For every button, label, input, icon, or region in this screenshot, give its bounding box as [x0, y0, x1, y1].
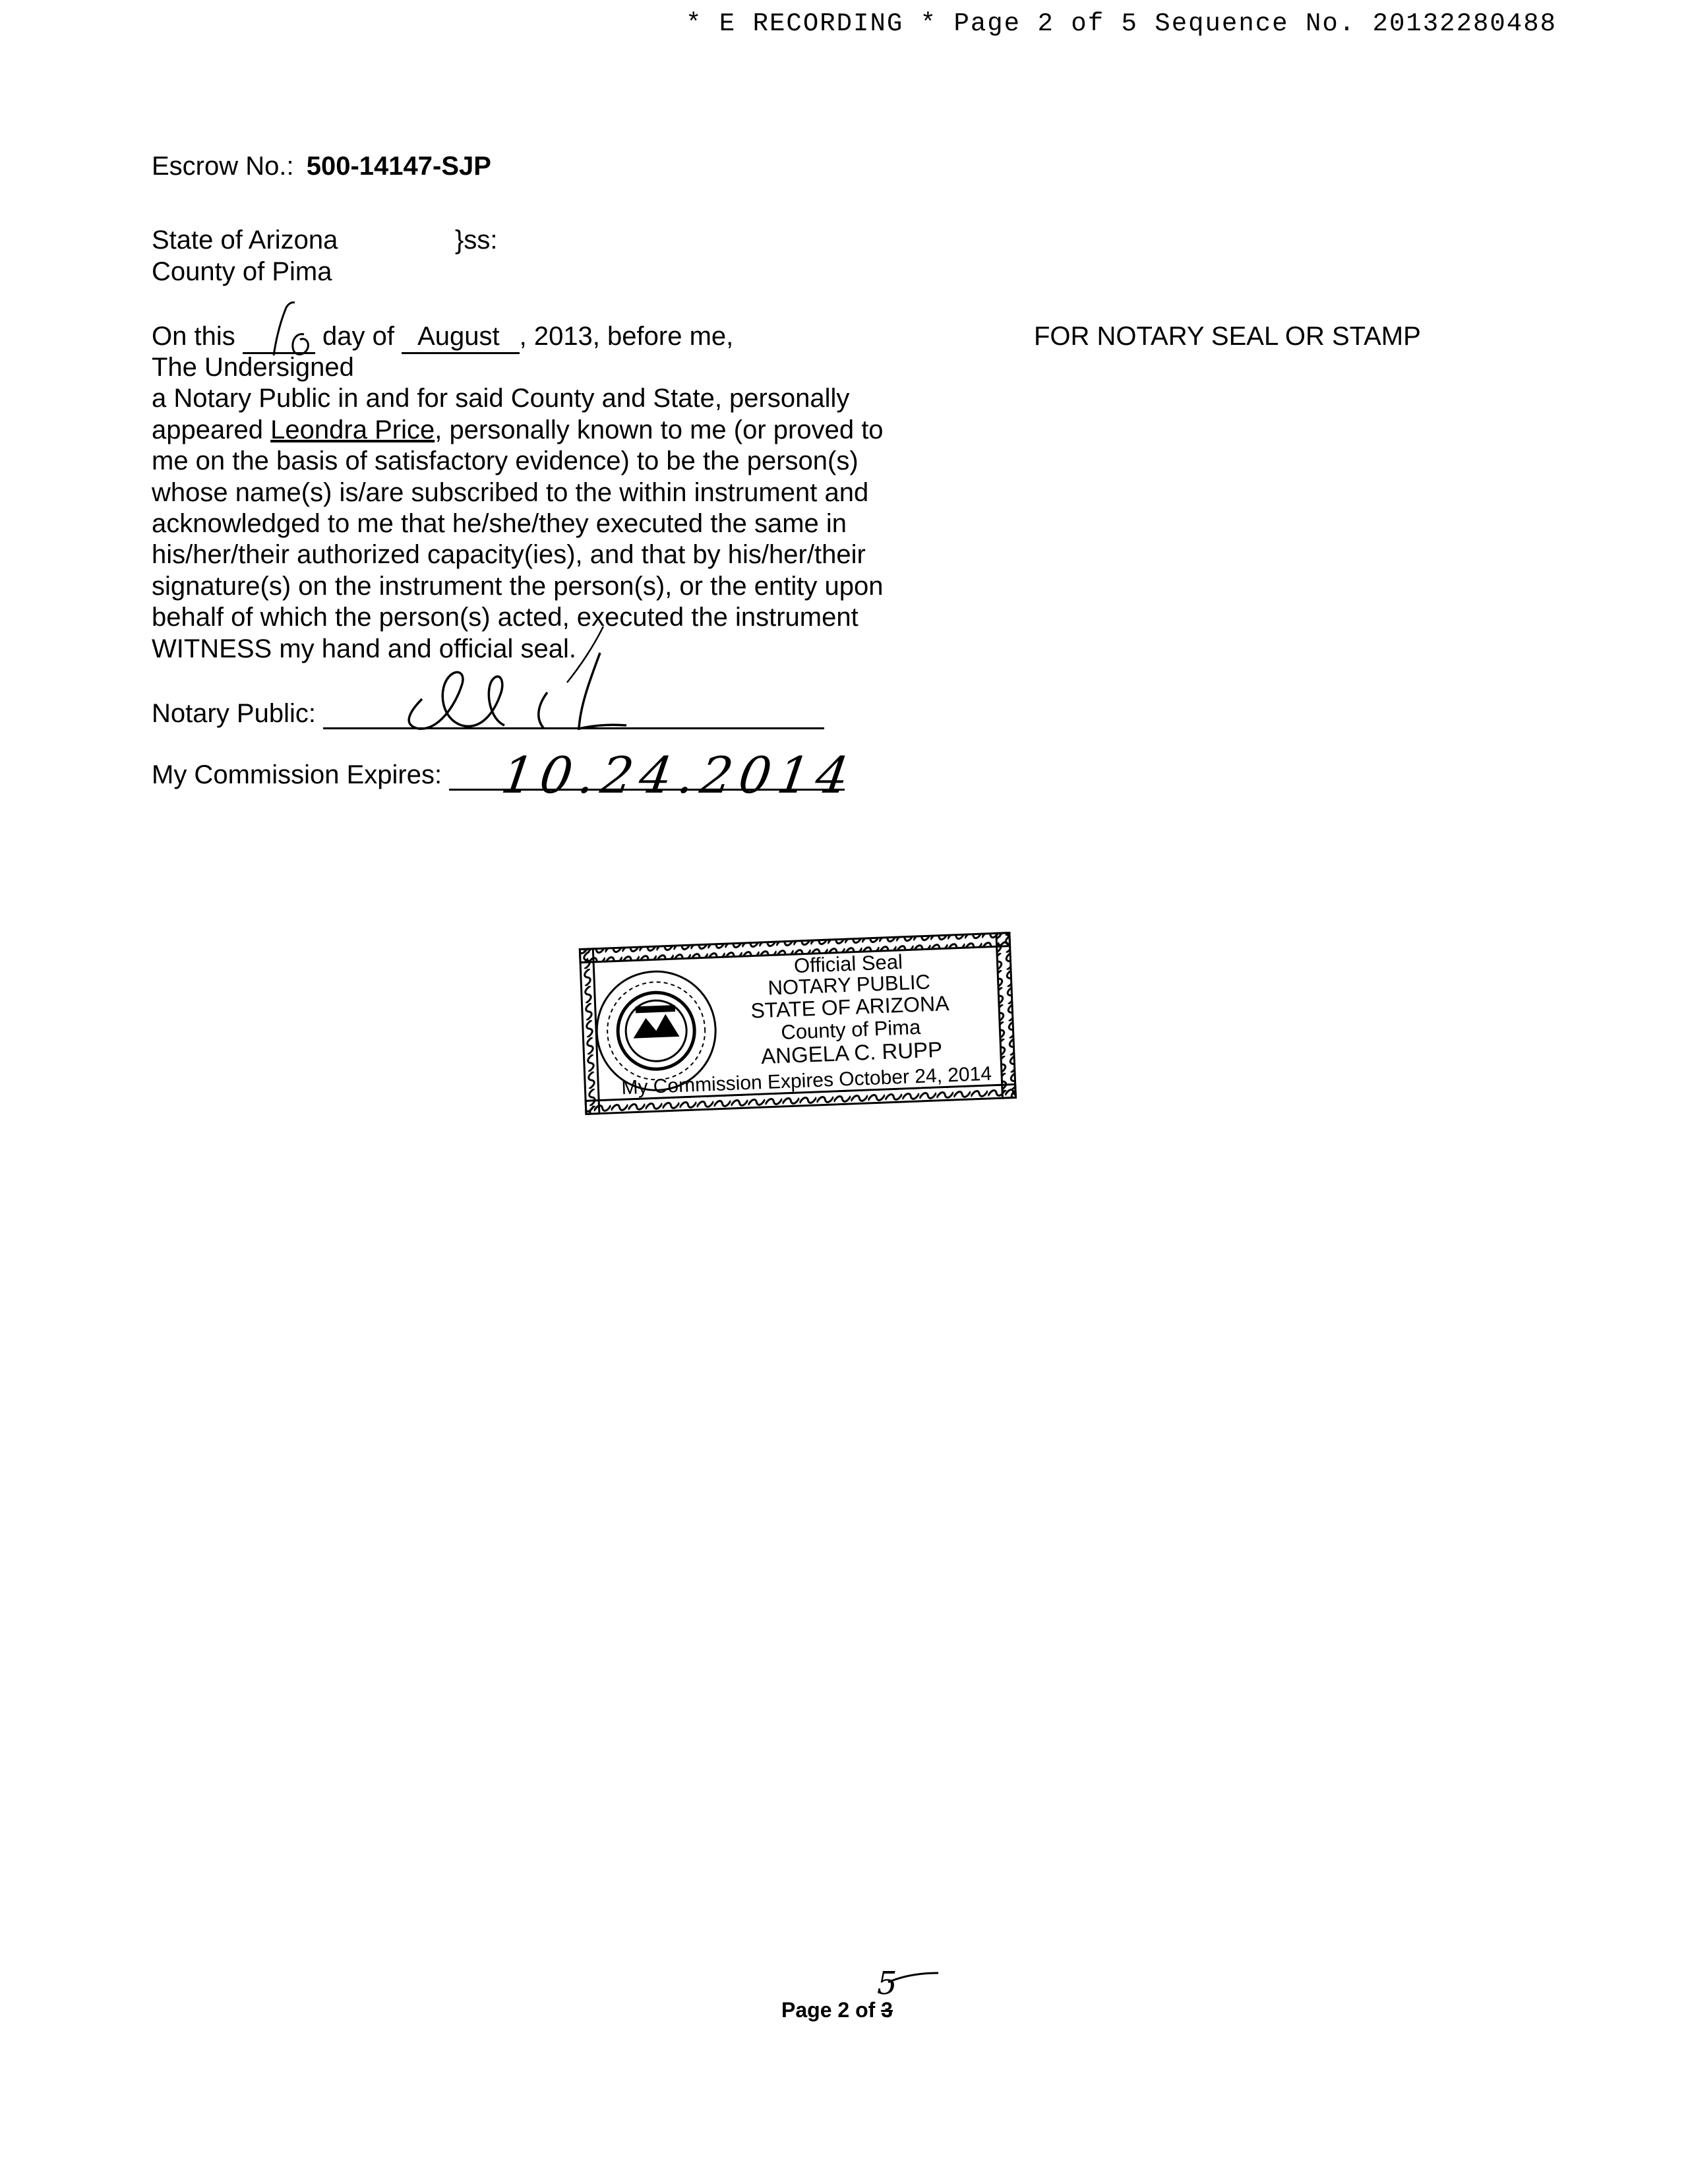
- ack-line-8: his/her/their authorized capacity(ies), and that by his/her/their: [152, 540, 866, 570]
- notary-public-label: Notary Public:: [152, 699, 316, 728]
- commission-label: My Commission Expires:: [152, 760, 442, 789]
- notary-stamp-label: FOR NOTARY SEAL OR STAMP: [1034, 322, 1421, 351]
- ack-month: August: [417, 322, 500, 351]
- seal-line-4: County of Pima: [780, 1015, 921, 1044]
- ack-line-11: WITNESS my hand and official seal.: [152, 634, 576, 663]
- ack-on-this: On this: [152, 322, 235, 351]
- ack-line-7: acknowledged to me that he/she/they executed the same in: [152, 509, 847, 539]
- commission-line: [152, 746, 859, 804]
- ack-day-of: day of: [322, 322, 394, 351]
- escrow-line: [152, 150, 491, 182]
- ack-line-9: signature(s) on the instrument the person(s), or the entity upon: [152, 571, 884, 601]
- ack-appeared: appeared: [152, 415, 264, 444]
- ack-line-3: a Notary Public in and for said County and State, personally: [152, 384, 850, 413]
- official-seal-stamp: [574, 926, 1022, 1124]
- venue-ss: }ss:: [455, 226, 498, 255]
- page-footer: [781, 1998, 893, 2022]
- seal-line-3: STATE OF ARIZONA: [750, 991, 950, 1023]
- footer-struck-number: 3: [881, 1998, 893, 2022]
- seal-line-6: My Commission Expires October 24, 2014: [620, 1062, 992, 1099]
- commission-date-handwritten: 10.24.2014: [498, 746, 859, 804]
- escrow-label: Escrow No.:: [152, 152, 294, 181]
- ack-undersigned: The Undersigned: [152, 353, 354, 382]
- ack-person-name: Leondra Price: [270, 415, 435, 444]
- seal-line-5: ANGELA C. RUPP: [760, 1037, 943, 1069]
- ack-line-5: me on the basis of satisfactory evidence) to be the person(s): [152, 446, 859, 476]
- acknowledgment-paragraph: [152, 352, 930, 665]
- seal-line-1: Official Seal: [793, 950, 903, 978]
- commission-blank: [449, 746, 859, 804]
- venue-county: County of Pima: [152, 257, 332, 286]
- ack-line-1: [152, 320, 733, 354]
- recording-header: * E RECORDING * Page 2 of 5 Sequence No. 20132280488: [686, 9, 1557, 38]
- footer-page-text: Page 2 of: [781, 1998, 876, 2022]
- notary-signature: [382, 620, 686, 739]
- seal-line-2: NOTARY PUBLIC: [767, 970, 931, 1000]
- venue-state: State of Arizona: [152, 226, 338, 255]
- escrow-number: 500-14147-SJP: [306, 152, 491, 181]
- ack-year: , 2013, before me,: [519, 322, 734, 351]
- ack-line-6: whose name(s) is/are subscribed to the within instrument and: [152, 477, 869, 507]
- ack-line-4-rest: , personally known to me (or proved to: [435, 415, 884, 444]
- ack-line-4: [152, 415, 930, 446]
- day-blank: [243, 326, 315, 354]
- footer-handwritten-stroke: [887, 1972, 940, 1985]
- month-blank: [402, 320, 520, 354]
- footer-handwritten-number: 5: [877, 1965, 897, 2002]
- ack-line-10: behalf of which the person(s) acted, executed the instrument: [152, 603, 859, 632]
